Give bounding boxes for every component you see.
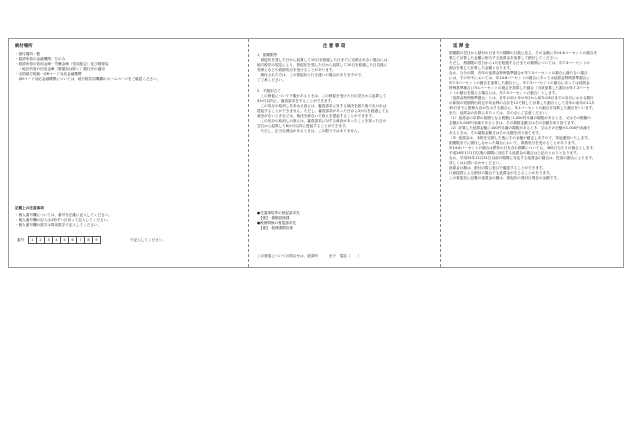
section-line: 翌日から起算して6か月以内に提起することができます。 (257, 124, 349, 128)
payment-place-line: ・全国地方税統一QRコード対応金融機関 (15, 72, 82, 76)
late-fee-line: なお、当分の間、各年の延滞金特例基準割合が年7.3パーセントの割合に満たない場合 (449, 71, 588, 75)
section-line: この督促について不服があるときは、この督促を受けた日の翌日から起算して (257, 94, 387, 98)
late-fee-line: 全額が2,000円未満であるときは、その端数金額又はその全額を切り捨てます。 (449, 121, 578, 125)
late-fee-title: 延 滞 金 (453, 44, 470, 49)
late-fee-line: 年14.6パーセントの割合は閏年の日を含む期間についても、365日当たりの割合とします。 (449, 146, 597, 150)
section-line: 提起することができません。ただし、審査請求があった日から3か月を経過しても (257, 109, 389, 113)
section-line: この処分の取消しの訴えは、審査請求に対する裁決があったことを知った日の (257, 119, 387, 123)
notes-title: 記載上の注意事項 (15, 206, 44, 210)
notice-sheet (8, 38, 624, 268)
late-fee-line: 延滞金の額は、納付の際に窓口で確認することができます。 (449, 166, 546, 170)
section-line: 督促状を発した日から起算して10日を経過した日までに完納されない場合には、 (257, 58, 391, 62)
late-fee-line: 「延滞金特例基準割合」とは、各年の前々年の9月から前年の8月までの各月における銀行 (449, 96, 594, 100)
late-fee-line: 30日までに財務大臣が告示する割合に、年1パーセントの割合を加算した割合をいいます。 (449, 106, 596, 110)
number-note: で記入してください。 (130, 238, 166, 242)
payment-place-line: ・納付場所一覧 (15, 52, 41, 56)
number-cell: 3 (44, 236, 53, 244)
number-cell: 4 (52, 236, 61, 244)
number-cell: 1 (28, 236, 37, 244)
section-line: ご了承ください。 (257, 78, 286, 82)
number-cell: 2 (36, 236, 45, 244)
payment-place-line: QRコード対応金融機関については、地方税共同機構のホームページをご確認ください。 (15, 77, 161, 81)
payment-places-list (15, 52, 160, 82)
late-fee-line: 特例基準割合に年1パーセントの割合を加算した割合（当該加算した割合が年7.3パーセ (449, 86, 590, 90)
late-fee-line: ただし、納期限の翌日から1月を経過する日までの期間については、年7.3パーセントの (449, 61, 590, 65)
payment-places-header: 納付場所 (15, 44, 33, 49)
number-cell: 6 (68, 236, 77, 244)
notice-sections (257, 53, 435, 134)
section-line: この処分の取消しを求める訴えは、審査請求に対する裁決を経た後でなければ (257, 104, 387, 108)
section-heading: 1 納期限等 (257, 53, 278, 57)
late-fee-line: 口座振替による納付の場合でも延滞金が生じることがあります。 (449, 171, 553, 175)
number-cell: 8 (84, 236, 93, 244)
late-fee-line: 割合を乗じて計算した金額となります。 (449, 66, 514, 70)
late-fee-panel (443, 39, 625, 267)
section-line: 差押えなどの滞納処分を受けることがあります。 (257, 68, 336, 72)
number-cells (28, 236, 100, 244)
late-fee-line: には、その年中においては、年14.6パーセントの割合にあっては延滞金特例基準割合に (449, 76, 590, 80)
fold-line-right (440, 39, 441, 267)
contact-line: ●交通事故等の督促請求先 (257, 211, 300, 215)
section-line: 地方税法の規定により、督促状を発した日から起算して10日を経過した日以後に (257, 63, 388, 67)
late-fee-line: 平成26年1月1日以後の期間に対応する延滞金の割合は上記のとおりとなります。 (449, 151, 581, 155)
late-fee-line: この督促状に記載の延滞金の額は、督促状の発付日現在の金額です。 (449, 176, 561, 180)
section-line: ただし、正当な理由があるときは、この限りではありません。 (257, 129, 362, 133)
fold-line-left (248, 39, 249, 267)
late-fee-line: 乗じて計算した金額に相当する延滞金を加算して納付してください。 (449, 56, 561, 60)
number-label: 番号 (17, 238, 25, 242)
late-fee-line: 納期限の翌日から納付の日までの期間の日数に応じ、その金額に年14.6パーセントの割合を (449, 51, 598, 55)
late-fee-line: 納期限までに納付しなかった場合において、滞納処分を受けることがあります。 (449, 141, 579, 145)
late-fee-line: （1）延滞金の計算の基礎となる税額に1,000円未満の端数があるとき、又はその税額の (449, 116, 591, 120)
late-fee-line: あるときは、その端数金額又はその全額を切り捨てます。 (449, 131, 543, 135)
payment-place-line: ・地区所管の信用金庫（郵便局は除く）銀行法の適用 (15, 67, 105, 71)
inquiry-footer: この督促についての問合せは、経済所 まで 電話（ ） (257, 254, 362, 258)
notice-items-panel (251, 39, 437, 267)
number-cell: 9 (92, 236, 101, 244)
note-line: ・個人番号欄の数字は算用数字で記入してください。 (15, 223, 102, 227)
notes-list (15, 213, 112, 228)
late-fee-line: 年7.3パーセントの割合を加算した割合とし、年7.3パーセントの割合にあっては延滞金 (449, 81, 590, 85)
section-line: 3か月以内に、審査請求をすることができます。 (257, 99, 335, 103)
late-fee-line: （2）計算した延滞金額に100円未満の端数があるとき、又はその全額が1,000円未満で (449, 126, 591, 130)
section-line: 納付された方は、この督促状と行き違いの場合がありますので、 (257, 73, 365, 77)
payment-places-panel (9, 39, 245, 267)
contact-line: ●税務関係の督促請求先 (257, 221, 297, 225)
note-line: ・個人番号欄については、番号を正確に記入してください。 (15, 213, 112, 217)
note-line: ・個人番号欄の記入は1桁ずつ区切って記入してください。 (15, 218, 111, 222)
late-fee-text (449, 51, 621, 181)
late-fee-line: 詳しくはお問い合わせください。 (449, 161, 503, 165)
notice-items-title: 注 意 事 項 (323, 44, 346, 49)
section-line: 裁決がないときなどは、裁決を経ないで訴えを提起することができます。 (257, 114, 376, 118)
late-fee-line: また、延滞金の計算にあたっては、次の点にご注意ください。 (449, 111, 550, 115)
late-fee-line: ントの割合を超える場合には、年7.3パーセントの割合）とします。 (449, 91, 559, 95)
contact-line: 【係】 債権管理課 (257, 216, 290, 220)
contact-bullets (257, 211, 300, 231)
late-fee-line: （3）延滞金は、本税を完納した後にその金額が確定しますので、別途通知いたします。 (449, 136, 592, 140)
contact-line: 【係】 税務課徴収係 (257, 226, 293, 230)
payment-place-line: ・経済所管の金融機関：左のみ (15, 57, 66, 61)
payment-place-line: ・経済所管の信用金庫・労働金庫（信用組合）及び郵便局 (15, 62, 109, 66)
number-cell: 5 (60, 236, 69, 244)
number-cell: 7 (76, 236, 85, 244)
late-fee-line: なお、平成25年12月31日以前の期間に対応する延滞金の割合は、従前の割合によります。 (449, 156, 596, 160)
section-heading: 2 不服申立て (257, 89, 281, 93)
late-fee-line: の新規の短期貸出約定平均金利の合計を12で除して計算した割合として各年の前年の11月 (449, 101, 595, 105)
